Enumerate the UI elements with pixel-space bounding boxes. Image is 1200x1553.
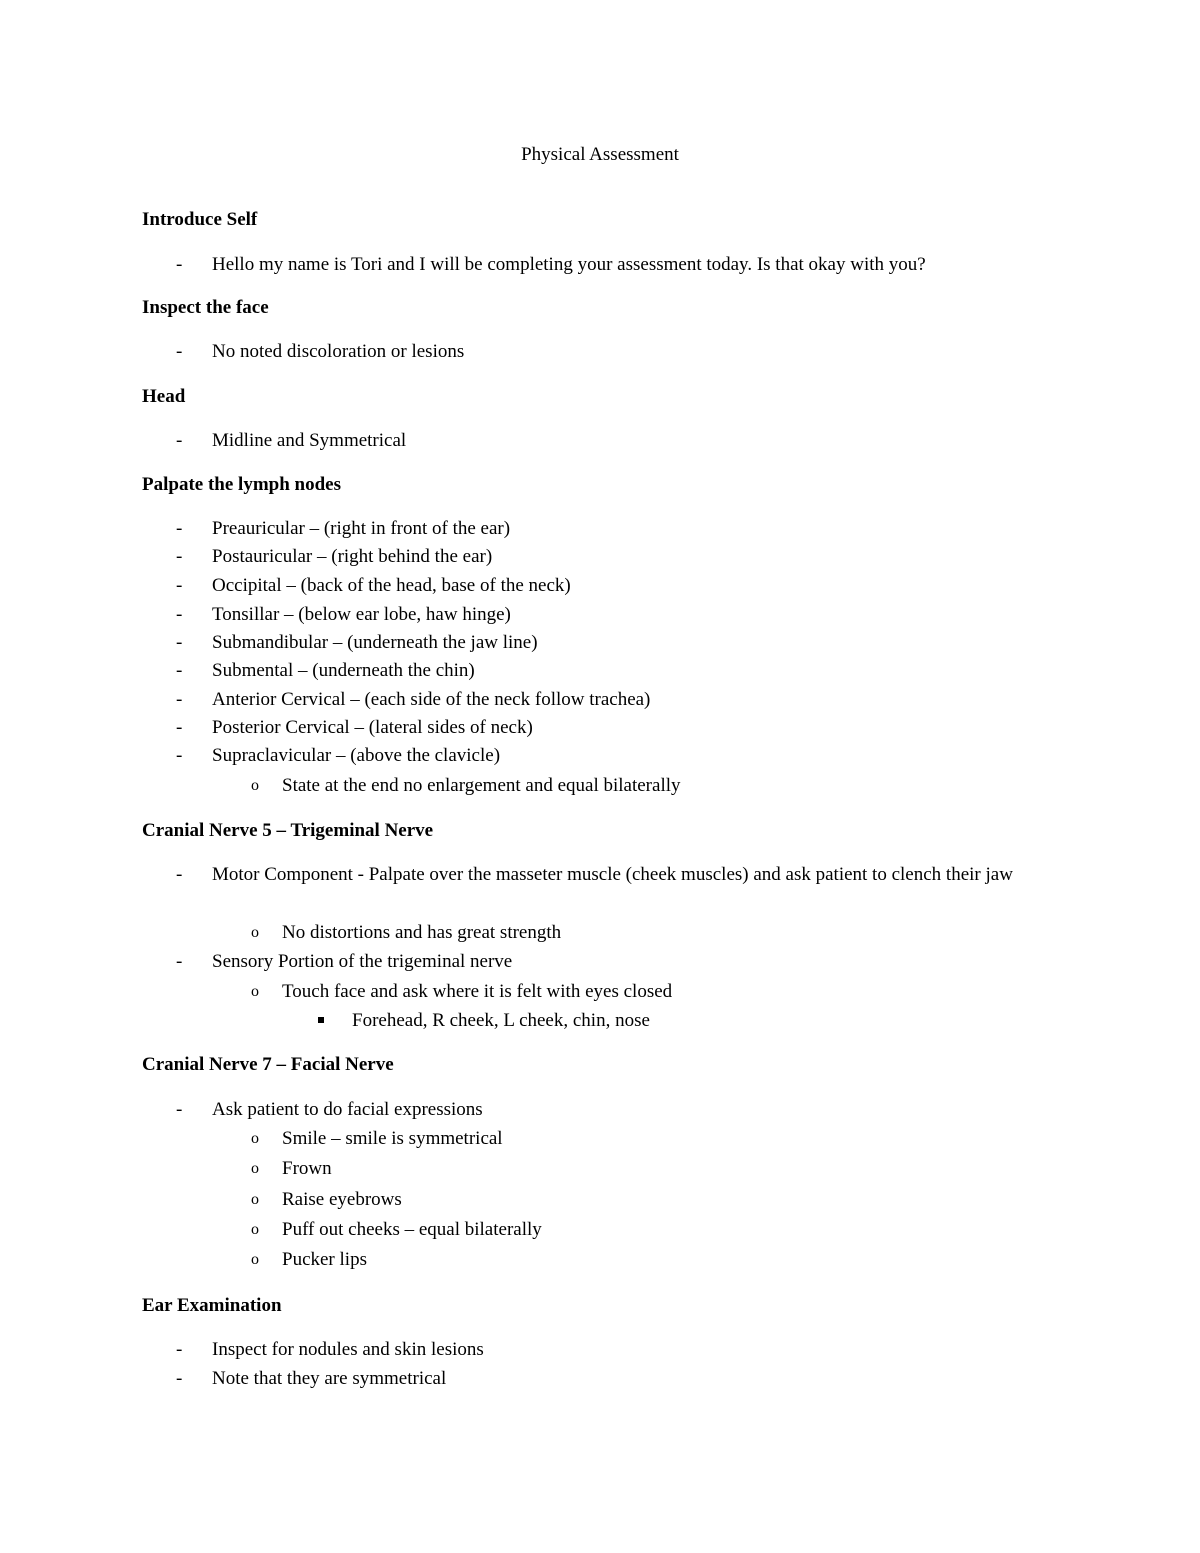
list-item xyxy=(176,860,1042,889)
circle-bullet: o xyxy=(251,777,259,794)
list-item-text: Hello my name is Tori and I will be completing your assessment today. Is that okay with you? xyxy=(212,254,926,275)
list-item xyxy=(176,542,493,571)
section-heading: Palpate the lymph nodes xyxy=(142,474,341,495)
dash-bullet: - xyxy=(176,604,183,625)
sub-list-item xyxy=(251,1124,503,1153)
list-item xyxy=(176,947,513,976)
list-item xyxy=(176,741,501,770)
list-item xyxy=(176,1095,483,1124)
list-item-text: Anterior Cervical – (each side of the neck follow trachea) xyxy=(212,689,651,710)
dash-bullet: - xyxy=(176,254,183,275)
list-item-text: Puff out cheeks – equal bilaterally xyxy=(282,1219,542,1240)
section-heading: Cranial Nerve 5 – Trigeminal Nerve xyxy=(142,820,434,841)
document-title: Physical Assessment xyxy=(521,144,679,165)
dash-bullet: - xyxy=(176,546,183,567)
dash-bullet: - xyxy=(176,632,183,653)
section-heading: Head xyxy=(142,386,186,407)
sub-list-item xyxy=(251,977,673,1006)
circle-bullet: o xyxy=(251,1191,259,1208)
circle-bullet: o xyxy=(251,924,259,941)
dash-bullet: - xyxy=(176,1368,183,1389)
list-item xyxy=(176,1364,447,1393)
list-item-text: Inspect for nodules and skin lesions xyxy=(212,1339,484,1360)
list-item-text: Occipital – (back of the head, base of the neck) xyxy=(212,575,571,596)
list-item xyxy=(176,337,465,366)
list-item xyxy=(176,514,511,543)
section-heading: Inspect the face xyxy=(142,297,269,318)
list-item-text: Forehead, R cheek, L cheek, chin, nose xyxy=(352,1010,650,1031)
sub-list-item xyxy=(251,918,562,947)
circle-bullet: o xyxy=(251,1251,259,1268)
list-item-text: Touch face and ask where it is felt with eyes closed xyxy=(282,981,673,1002)
list-item-text: Smile – smile is symmetrical xyxy=(282,1128,503,1149)
dash-bullet: - xyxy=(176,575,183,596)
sub-list-item xyxy=(251,1245,367,1274)
list-item-text: Preauricular – (right in front of the ear) xyxy=(212,518,511,539)
list-item xyxy=(176,250,926,279)
section-heading: Introduce Self xyxy=(142,209,258,230)
list-item-text: Ask patient to do facial expressions xyxy=(212,1099,483,1120)
section-heading: Cranial Nerve 7 – Facial Nerve xyxy=(142,1054,394,1075)
list-item-text: Tonsillar – (below ear lobe, haw hinge) xyxy=(212,604,511,625)
list-item-text: Sensory Portion of the trigeminal nerve xyxy=(212,951,513,972)
list-item-text: State at the end no enlargement and equal bilaterally xyxy=(282,775,681,796)
dash-bullet: - xyxy=(176,951,183,972)
dash-bullet: - xyxy=(176,1099,183,1120)
circle-bullet: o xyxy=(251,1160,259,1177)
list-item xyxy=(176,600,511,629)
dash-bullet: - xyxy=(176,1339,183,1360)
sub-sub-list-item xyxy=(352,1006,650,1035)
list-item-text: Posterior Cervical – (lateral sides of neck) xyxy=(212,717,533,738)
list-item-text: Raise eyebrows xyxy=(282,1189,402,1210)
list-item xyxy=(176,426,407,455)
list-item xyxy=(176,656,475,685)
list-item-text: Motor Component - Palpate over the masseter muscle (cheek muscles) and ask patient to clench their jaw xyxy=(212,864,1013,885)
dash-bullet: - xyxy=(176,689,183,710)
circle-bullet: o xyxy=(251,1130,259,1147)
circle-bullet: o xyxy=(251,983,259,1000)
list-item xyxy=(176,685,651,714)
list-item xyxy=(176,571,571,600)
dash-bullet: - xyxy=(176,430,183,451)
list-item xyxy=(176,713,533,742)
list-item-text: Note that they are symmetrical xyxy=(212,1368,447,1389)
dash-bullet: - xyxy=(176,864,183,885)
circle-bullet: o xyxy=(251,1221,259,1238)
list-item xyxy=(176,628,538,657)
list-item-text: No noted discoloration or lesions xyxy=(212,341,465,362)
dash-bullet: - xyxy=(176,341,183,362)
sub-list-item xyxy=(251,771,681,800)
list-item-text: Postauricular – (right behind the ear) xyxy=(212,546,493,567)
list-item-text: Submental – (underneath the chin) xyxy=(212,660,475,681)
list-item-text: Pucker lips xyxy=(282,1249,367,1270)
dash-bullet: - xyxy=(176,660,183,681)
dash-bullet: - xyxy=(176,717,183,738)
sub-list-item xyxy=(251,1185,402,1214)
list-item-text: Midline and Symmetrical xyxy=(212,430,407,451)
list-item-text: Supraclavicular – (above the clavicle) xyxy=(212,745,501,766)
sub-list-item xyxy=(251,1154,332,1183)
sub-list-item xyxy=(251,1215,542,1244)
list-item-text: Submandibular – (underneath the jaw line) xyxy=(212,632,538,653)
section-heading: Ear Examination xyxy=(142,1295,282,1316)
list-item-text: Frown xyxy=(282,1158,332,1179)
dash-bullet: - xyxy=(176,745,183,766)
list-item-text: No distortions and has great strength xyxy=(282,922,562,943)
list-item xyxy=(176,1335,484,1364)
dash-bullet: - xyxy=(176,518,183,539)
